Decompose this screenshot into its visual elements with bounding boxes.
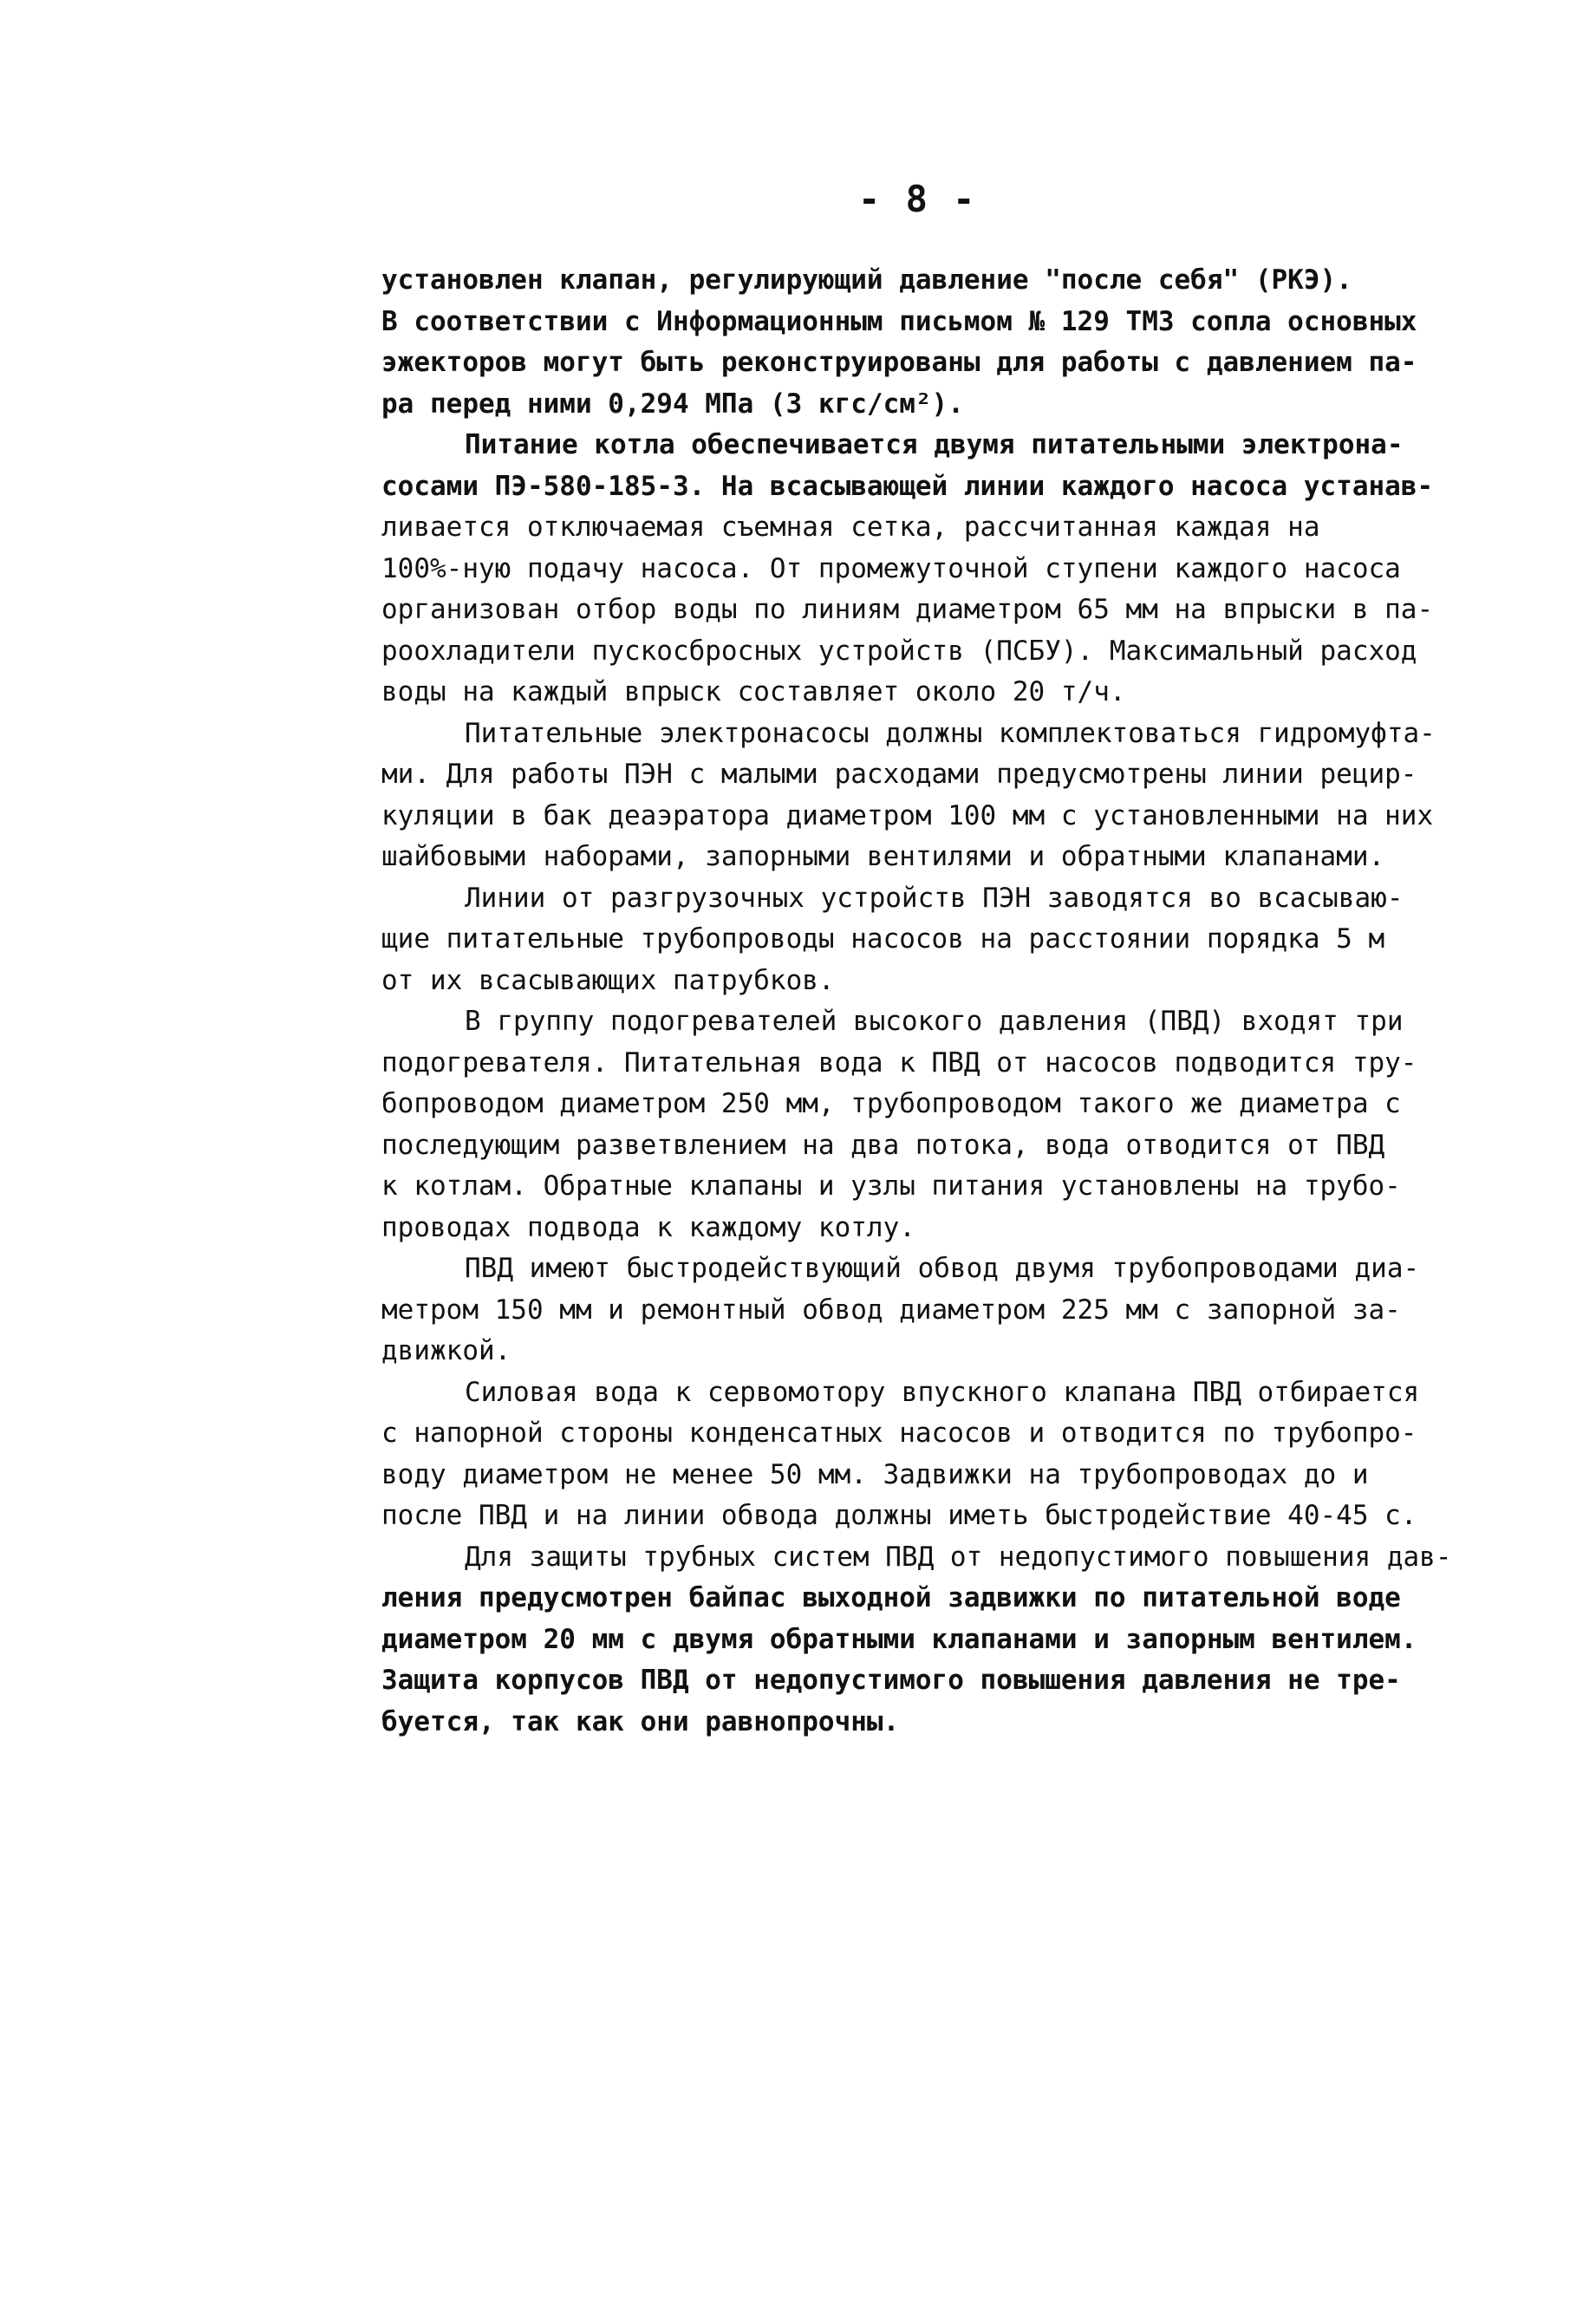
text-line: воды на каждый впрыск составляет около 20 т/ч. — [381, 676, 1126, 707]
text-line: Защита корпусов ПВД от недопустимого повышения давления не тре- — [381, 1665, 1401, 1696]
text-line: ливается отключаемая съемная сетка, рассчитанная каждая на — [381, 512, 1320, 543]
text-line: 100%-ную подачу насоса. От промежуточной ступени каждого насоса — [381, 552, 1401, 584]
text-line: с напорной стороны конденсатных насосов и отводится по трубопро- — [381, 1418, 1417, 1449]
text-line: воду диаметром не менее 50 мм. Задвижки на трубопроводах до и — [381, 1458, 1369, 1490]
text-line: шайбовыми наборами, запорными вентилями и обратными клапанами. — [381, 841, 1385, 872]
text-line: после ПВД и на линии обвода должны иметь быстродействие 40-45 с. — [381, 1500, 1417, 1531]
text-line: сосами ПЭ-580-185-3. На всасывающей линии каждого насоса устанав- — [381, 470, 1434, 502]
text-line: организован отбор воды по линиям диаметром 65 мм на впрыски в па- — [381, 594, 1434, 625]
text-line: эжекторов могут быть реконструированы для работы с давлением па- — [381, 347, 1417, 378]
text-line: Силовая вода к сервомотору впускного клапана ПВД отбирается — [465, 1376, 1420, 1408]
text-line: проводах подвода к каждому котлу. — [381, 1211, 915, 1243]
text-line: Питание котла обеспечивается двумя питательными электрона- — [465, 429, 1404, 460]
text-line: щие питательные трубопроводы насосов на расстоянии порядка 5 м — [381, 923, 1385, 955]
text-line: к котлам. Обратные клапаны и узлы питания установлены на трубо- — [381, 1170, 1401, 1202]
text-line: Питательные электронасосы должны комплектоваться гидромуфта- — [465, 717, 1436, 749]
text-line: Линии от разгрузочных устройств ПЭН заводятся во всасываю- — [465, 882, 1404, 914]
text-line: ПВД имеют быстродействующий обвод двумя трубопроводами диа- — [465, 1253, 1420, 1284]
text-line: установлен клапан, регулирующий давление "после себя" (РКЭ). — [381, 264, 1352, 296]
text-line: куляции в бак деаэратора диаметром 100 мм с установленными на них — [381, 799, 1434, 831]
text-line: движкой. — [381, 1335, 511, 1366]
text-line: ми. Для работы ПЭН с малыми расходами предусмотрены линии рецир- — [381, 759, 1417, 790]
page-number: - 8 - — [858, 178, 977, 220]
text-line: буется, так как они равнопрочны. — [381, 1705, 900, 1737]
text-line: ра перед ними 0,294 МПа (3 кгс/см²). — [381, 388, 964, 420]
text-line: В соответствии с Информационным письмом № 129 ТМЗ сопла основных — [381, 305, 1417, 337]
body-text — [381, 260, 1456, 1743]
text-line: последующим разветвлением на два потока, вода отводится от ПВД — [381, 1129, 1385, 1161]
text-line: Для защиты трубных систем ПВД от недопустимого повышения дав- — [465, 1541, 1452, 1573]
text-line: диаметром 20 мм с двумя обратными клапанами и запорным вентилем. — [381, 1623, 1417, 1655]
text-line: подогревателя. Питательная вода к ПВД от насосов подводится тру- — [381, 1046, 1417, 1079]
text-line: от их всасывающих патрубков. — [381, 964, 835, 996]
text-line: метром 150 мм и ремонтный обвод диаметром 225 мм с запорной за- — [381, 1294, 1401, 1326]
text-line: В группу подогревателей высокого давления (ПВД) входят три — [465, 1006, 1404, 1037]
text-line: ления предусмотрен байпас выходной задвижки по питательной воде — [381, 1582, 1401, 1613]
text-line: бопроводом диаметром 250 мм, трубопроводом такого же диаметра с — [381, 1088, 1401, 1119]
text-line: роохладители пускосбросных устройств (ПСБУ). Максимальный расход — [381, 635, 1417, 667]
